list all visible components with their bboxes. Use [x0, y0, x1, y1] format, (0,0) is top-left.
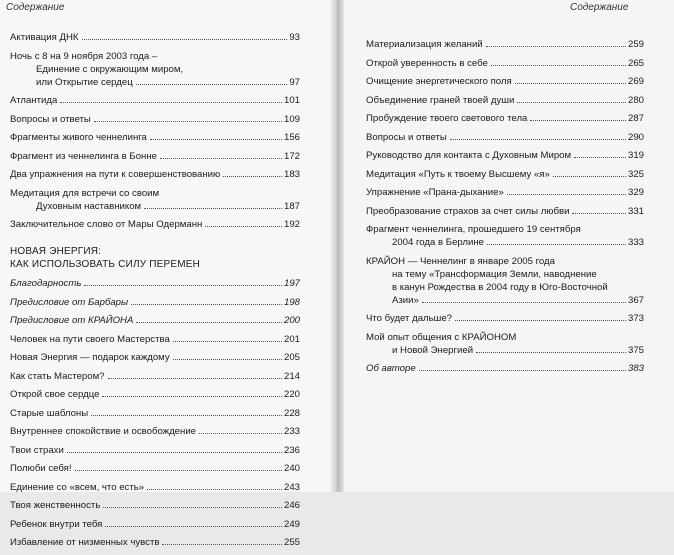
dot-leader: [487, 244, 626, 245]
toc-entry-title: Азии»: [392, 294, 419, 306]
dot-leader: [205, 226, 282, 227]
running-head-right: Содержание: [570, 2, 629, 13]
toc-entry-last-line: [10, 113, 300, 126]
toc-entry-last-line: [366, 344, 644, 357]
toc-entry: [366, 255, 644, 307]
dot-leader: [450, 139, 626, 140]
page-number: 220: [283, 389, 300, 400]
toc-entry-last-line: [366, 205, 644, 218]
toc-entry-title: Фрагмент ченнелинга, прошедшего 19 сентября: [366, 224, 581, 235]
toc-entry: [366, 131, 644, 144]
toc-entry: [10, 150, 300, 163]
toc-entry-last-line: [366, 236, 644, 249]
toc-entry-title: Упражнение «Прана-дыхание»: [366, 187, 504, 198]
dot-leader: [144, 208, 282, 209]
page-number: 333: [627, 237, 644, 248]
toc-entry-title: в канун Рождества в 2004 году в Юго-Восточной: [392, 281, 608, 293]
toc-entry: [10, 31, 300, 44]
page-number: 201: [283, 333, 300, 345]
toc-entry: [366, 149, 644, 162]
page-number: 325: [627, 168, 644, 180]
toc-entry: [366, 362, 644, 375]
toc-entry-title: Вопросы и ответы: [366, 131, 447, 143]
toc-entry-last-line: [10, 333, 300, 346]
toc-entry-title: Ребенок внутри тебя: [10, 518, 103, 530]
toc-entry-title: Преобразование страхов за счет силы любви: [366, 205, 570, 217]
page-number: 97: [289, 76, 300, 88]
page-number: 214: [283, 370, 300, 382]
toc-entry-last-line: [366, 312, 644, 325]
toc-entry-title: Что будет дальше?: [366, 313, 453, 324]
dot-leader: [173, 359, 282, 360]
toc-entry-title: Твоя женственность: [10, 500, 101, 511]
toc-entry-title: Медитация «Путь к твоему Высшему «я»: [366, 168, 550, 180]
toc-entry: [366, 331, 644, 357]
book-gutter: [330, 0, 344, 492]
toc-entry-title: Пробуждение твоего светового тела: [366, 113, 528, 124]
toc-entry-title: КРАЙОН — Ченнелинг в январе 2005 года: [366, 255, 555, 267]
toc-entry-last-line: [10, 536, 300, 549]
toc-entry: [366, 57, 644, 70]
toc-entry-title: Избавление от низменных чувств: [10, 537, 160, 548]
dot-leader: [419, 370, 626, 371]
toc-entry: [10, 296, 300, 309]
dot-leader: [574, 157, 626, 158]
page-number: 265: [627, 57, 644, 69]
toc-entry-title: на тему «Трансформация Земли, наводнение: [392, 268, 597, 280]
toc-entry-last-line: [10, 499, 300, 512]
toc-entry: [366, 94, 644, 107]
dot-leader: [455, 320, 626, 321]
dot-leader: [199, 433, 282, 434]
dot-leader: [75, 470, 282, 471]
toc-entry-last-line: [366, 38, 644, 51]
dot-leader: [102, 396, 282, 397]
toc-entry-title: Руководство для контакта с Духовным Миром: [366, 150, 572, 161]
toc-entry-last-line: [10, 168, 300, 181]
toc-entry-title: Предисловие от Барбары: [10, 296, 129, 308]
toc-entry-last-line: [366, 362, 644, 375]
toc-entry-last-line: [10, 131, 300, 144]
toc-entry: [10, 218, 300, 231]
toc-entry-title: Активация ДНК: [10, 32, 79, 43]
toc-entry-last-line: [10, 296, 300, 309]
toc-entry-title: Фрагмент из ченнелинга в Бонне: [10, 150, 157, 162]
toc-entry-last-line: [10, 388, 300, 401]
dot-leader: [530, 120, 626, 121]
toc-entry-title: Внутреннее спокойствие и освобождение: [10, 426, 197, 437]
page-number: 240: [283, 463, 300, 474]
page-number: 329: [627, 187, 644, 198]
toc-entry: [10, 333, 300, 346]
toc-entry-title: Духовным наставником: [36, 200, 142, 212]
dot-leader: [136, 322, 282, 323]
toc-entry: [366, 112, 644, 125]
toc-entry: [10, 168, 300, 181]
toc-entry-title: Благодарность: [10, 278, 82, 289]
toc-entry: [10, 131, 300, 144]
toc-entry-title: Очищение энергетического поля: [366, 76, 512, 87]
page-number: 101: [283, 95, 300, 106]
toc-entry: [10, 499, 300, 512]
dot-leader: [147, 489, 282, 490]
toc-entry: [10, 314, 300, 327]
toc-entry-title: Открой свое сердце: [10, 389, 100, 400]
toc-entry-last-line: [10, 150, 300, 163]
toc-entry: [10, 113, 300, 126]
toc-entry-title: Медитация для встречи со своим: [10, 187, 160, 199]
toc-entry-title: Ночь с 8 на 9 ноября 2003 года –: [10, 50, 158, 62]
dot-leader: [84, 285, 282, 286]
toc-entry-last-line: [366, 57, 644, 70]
toc-entry-last-line: [366, 168, 644, 181]
toc-entry-title: или Открытие сердец: [36, 76, 133, 88]
toc-entry-last-line: [366, 294, 644, 307]
page-number: 233: [283, 426, 300, 437]
toc-entry-last-line: [10, 351, 300, 364]
toc-entry-title: Заключительное слово от Мары Одерманн: [10, 219, 203, 230]
page-number: 331: [627, 205, 644, 217]
toc-entry: [10, 518, 300, 531]
dot-leader: [108, 378, 282, 379]
toc-entry-title: Единение со «всем, что есть»: [10, 481, 145, 493]
toc-entry-title: Полюби себя!: [10, 463, 72, 474]
toc-entry-last-line: [10, 200, 300, 213]
page-number: 259: [627, 39, 644, 50]
toc-entry: [10, 407, 300, 420]
toc-entry-title: Новая Энергия — подарок каждому: [10, 352, 170, 363]
toc-entry-last-line: [10, 218, 300, 231]
toc-entry-title: Как стать Мастером?: [10, 370, 105, 382]
page-number: 249: [283, 518, 300, 530]
page-number: 373: [627, 313, 644, 324]
toc-entry-last-line: [10, 277, 300, 290]
toc-entry-title: Материализация желаний: [366, 39, 483, 50]
toc-entry-last-line: [10, 31, 300, 44]
toc-entry: [10, 370, 300, 383]
toc-entry: [366, 75, 644, 88]
page-number: 200: [283, 315, 300, 326]
page-number: 290: [627, 131, 644, 143]
dot-leader: [160, 158, 282, 159]
toc-entry-last-line: [366, 75, 644, 88]
toc-entry: [366, 38, 644, 51]
section-heading-line: НОВАЯ ЭНЕРГИЯ:: [10, 246, 102, 257]
page-number: 269: [627, 76, 644, 87]
toc-entry-title: Человек на пути своего Мастерства: [10, 333, 170, 345]
page-number: 109: [283, 113, 300, 125]
toc-entry-title: Единение с окружающим миром,: [36, 63, 184, 75]
dot-leader: [67, 452, 282, 453]
toc-entry-title: Вопросы и ответы: [10, 113, 91, 125]
toc-right: [366, 38, 644, 381]
dot-leader: [486, 46, 626, 47]
dot-leader: [150, 139, 282, 140]
toc-entry-title: Открой уверенность в себе: [366, 57, 488, 69]
toc-entry: [366, 168, 644, 181]
toc-entry: [10, 536, 300, 549]
page-number: 383: [627, 363, 644, 374]
dot-leader: [491, 65, 626, 66]
page-number: 205: [283, 352, 300, 363]
dot-leader: [136, 84, 288, 85]
section-heading: [10, 245, 300, 271]
toc-entry-last-line: [10, 314, 300, 327]
toc-entry: [10, 351, 300, 364]
toc-entry-last-line: [10, 76, 300, 89]
toc-entry-last-line: [10, 462, 300, 475]
page-number: 172: [283, 150, 300, 162]
page-number: 367: [627, 294, 644, 306]
toc-entry: [10, 462, 300, 475]
running-head-left: Содержание: [6, 2, 65, 13]
toc-entry: [366, 312, 644, 325]
toc-entry: [10, 444, 300, 457]
toc-entry-last-line: [10, 425, 300, 438]
toc-entry: [366, 186, 644, 199]
dot-leader: [422, 302, 626, 303]
page-number: 287: [627, 113, 644, 124]
toc-entry-title: Два упражнения на пути к совершенствованию: [10, 169, 221, 180]
page-number: 255: [283, 537, 300, 548]
dot-leader: [94, 121, 282, 122]
toc-entry-title: Атлантида: [10, 95, 58, 106]
toc-entry-title: Об авторе: [366, 363, 416, 374]
page-number: 246: [283, 500, 300, 511]
toc-entry: [10, 388, 300, 401]
section-heading-line: КАК ИСПОЛЬЗОВАТЬ СИЛУ ПЕРЕМЕН: [10, 259, 201, 270]
toc-entry: [366, 205, 644, 218]
toc-entry: [10, 50, 300, 89]
page-number: 187: [283, 200, 300, 212]
dot-leader: [91, 415, 282, 416]
dot-leader: [572, 213, 626, 214]
dot-leader: [105, 526, 282, 527]
dot-leader: [553, 176, 626, 177]
toc-entry-title: и Новой Энергией: [392, 344, 474, 356]
toc-entry-last-line: [10, 407, 300, 420]
dot-leader: [131, 304, 282, 305]
toc-entry-title: 2004 года в Берлине: [392, 237, 485, 248]
dot-leader: [517, 102, 626, 103]
toc-entry-title: Твои страхи: [10, 444, 64, 456]
page-number: 243: [283, 481, 300, 493]
toc-entry: [10, 187, 300, 213]
page-number: 197: [283, 278, 300, 289]
page-number: 183: [283, 169, 300, 180]
toc-entry-last-line: [10, 94, 300, 107]
toc-entry-last-line: [366, 112, 644, 125]
page-number: 236: [283, 444, 300, 456]
toc-entry: [10, 94, 300, 107]
dot-leader: [476, 352, 626, 353]
dot-leader: [515, 83, 626, 84]
toc-entry-last-line: [366, 94, 644, 107]
toc-entry-last-line: [366, 131, 644, 144]
page-number: 280: [627, 94, 644, 106]
dot-leader: [82, 39, 288, 40]
page-number: 192: [283, 219, 300, 230]
toc-entry-last-line: [366, 186, 644, 199]
toc-entry: [366, 223, 644, 249]
page-number: 93: [289, 32, 300, 43]
toc-entry-last-line: [10, 518, 300, 531]
page-number: 198: [283, 296, 300, 308]
toc-entry-last-line: [10, 370, 300, 383]
dot-leader: [60, 102, 282, 103]
toc-entry-title: Предисловие от КРАЙОНА: [10, 315, 134, 326]
page-number: 156: [283, 132, 300, 143]
page-number: 319: [627, 150, 644, 161]
toc-entry: [10, 277, 300, 290]
toc-entry-title: Старые шаблоны: [10, 407, 89, 419]
page-number: 375: [627, 344, 644, 356]
dot-leader: [173, 341, 282, 342]
toc-entry: [10, 425, 300, 438]
toc-entry-title: Мой опыт общения с КРАЙОНОМ: [366, 331, 517, 343]
dot-leader: [507, 194, 626, 195]
toc-entry-last-line: [366, 149, 644, 162]
dot-leader: [223, 176, 282, 177]
dot-leader: [162, 544, 282, 545]
toc-left: [10, 31, 300, 555]
toc-entry-last-line: [10, 444, 300, 457]
toc-entry-title: Фрагменты живого ченнелинга: [10, 132, 147, 143]
page-number: 228: [283, 407, 300, 419]
toc-entry-title: Объединение граней твоей души: [366, 94, 515, 106]
dot-leader: [103, 507, 282, 508]
